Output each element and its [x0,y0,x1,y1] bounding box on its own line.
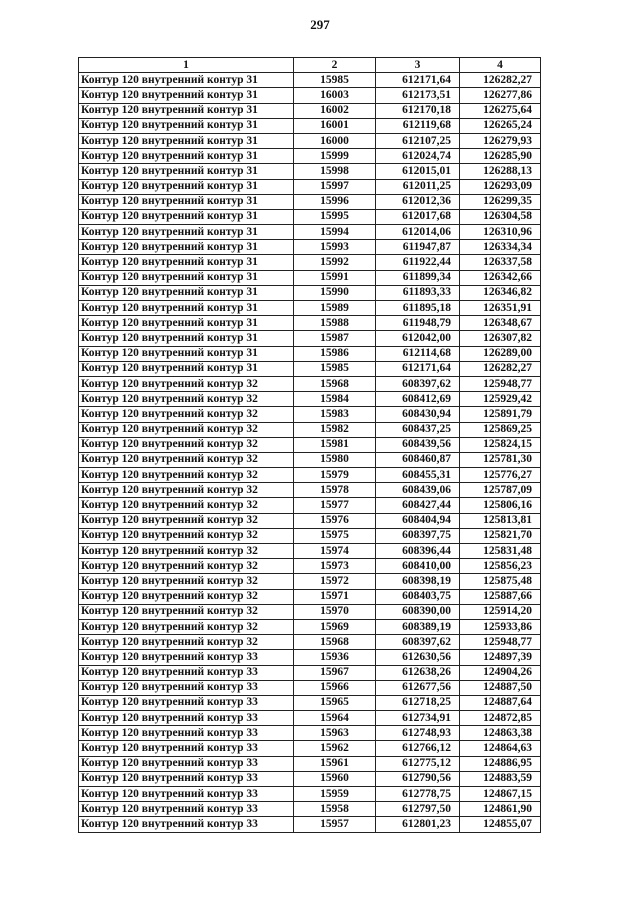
point-number-cell: 15981 [294,437,376,452]
contour-name-cell: Контур 120 внутренний контур 32 [79,589,294,604]
table-row [79,771,541,786]
contour-name-cell: Контур 120 внутренний контур 32 [79,498,294,513]
coordinate-x-cell: 612734,91 [376,711,460,726]
point-number-cell: 15971 [294,589,376,604]
table-row [79,346,541,361]
table-row [79,513,541,528]
coordinate-y-cell: 125948,77 [460,635,541,650]
point-number-cell: 16003 [294,88,376,103]
contour-name-cell: Контур 120 внутренний контур 31 [79,103,294,118]
point-number-cell: 15963 [294,726,376,741]
point-number-cell: 15982 [294,422,376,437]
contour-name-cell: Контур 120 внутренний контур 32 [79,483,294,498]
table-body [79,73,541,832]
coordinate-y-cell: 124887,50 [460,680,541,695]
contour-name-cell: Контур 120 внутренний контур 33 [79,741,294,756]
coordinate-y-cell: 126288,13 [460,164,541,179]
coordinate-x-cell: 612171,64 [376,73,460,88]
contour-name-cell: Контур 120 внутренний контур 33 [79,817,294,832]
point-number-cell: 15968 [294,635,376,650]
coordinate-x-cell: 612012,36 [376,194,460,209]
coordinate-y-cell: 125933,86 [460,619,541,634]
point-number-cell: 15991 [294,270,376,285]
column-header: 4 [460,58,541,73]
coordinate-y-cell: 126310,96 [460,225,541,240]
contour-name-cell: Контур 120 внутренний контур 32 [79,604,294,619]
table-row [79,711,541,726]
table-row [79,559,541,574]
coordinate-y-cell: 126342,66 [460,270,541,285]
contour-name-cell: Контур 120 внутренний контур 32 [79,513,294,528]
column-header: 1 [79,58,294,73]
table-row [79,498,541,513]
table-row [79,149,541,164]
point-number-cell: 15987 [294,331,376,346]
point-number-cell: 15967 [294,665,376,680]
coordinate-x-cell: 612790,56 [376,771,460,786]
coordinate-y-cell: 125781,30 [460,452,541,467]
coordinate-x-cell: 612014,06 [376,225,460,240]
coordinate-x-cell: 608410,00 [376,559,460,574]
point-number-cell: 15994 [294,225,376,240]
coordinate-x-cell: 608437,25 [376,422,460,437]
table-row [79,88,541,103]
contour-name-cell: Контур 120 внутренний контур 31 [79,133,294,148]
table-row [79,103,541,118]
coordinate-y-cell: 126279,93 [460,133,541,148]
contour-name-cell: Контур 120 внутренний контур 33 [79,771,294,786]
contour-name-cell: Контур 120 внутренний контур 33 [79,650,294,665]
point-number-cell: 16002 [294,103,376,118]
point-number-cell: 15969 [294,619,376,634]
coordinate-y-cell: 126289,00 [460,346,541,361]
point-number-cell: 15992 [294,255,376,270]
table-row [79,817,541,832]
coordinate-y-cell: 126346,82 [460,285,541,300]
contour-name-cell: Контур 120 внутренний контур 31 [79,285,294,300]
point-number-cell: 15983 [294,407,376,422]
table-row [79,255,541,270]
point-number-cell: 15997 [294,179,376,194]
coordinate-y-cell: 126293,09 [460,179,541,194]
coordinate-y-cell: 126299,35 [460,194,541,209]
table-row [79,528,541,543]
contour-name-cell: Контур 120 внутренний контур 31 [79,194,294,209]
contour-name-cell: Контур 120 внутренний контур 32 [79,468,294,483]
coordinate-x-cell: 608412,69 [376,392,460,407]
coordinate-y-cell: 125869,25 [460,422,541,437]
coordinate-x-cell: 612677,56 [376,680,460,695]
coordinate-x-cell: 612766,12 [376,741,460,756]
coordinate-y-cell: 126275,64 [460,103,541,118]
table-row [79,680,541,695]
point-number-cell: 15966 [294,680,376,695]
coordinate-x-cell: 608398,19 [376,574,460,589]
coordinate-x-cell: 612170,18 [376,103,460,118]
point-number-cell: 15984 [294,392,376,407]
coordinate-y-cell: 126265,24 [460,118,541,133]
point-number-cell: 15985 [294,73,376,88]
table-row [79,726,541,741]
contour-name-cell: Контур 120 внутренний контур 31 [79,179,294,194]
point-number-cell: 15974 [294,544,376,559]
page-number: 297 [310,17,330,32]
contour-name-cell: Контур 120 внутренний контур 33 [79,802,294,817]
point-number-cell: 15962 [294,741,376,756]
coordinate-y-cell: 126285,90 [460,149,541,164]
coordinate-x-cell: 611947,87 [376,240,460,255]
contour-name-cell: Контур 120 внутренний контур 31 [79,346,294,361]
point-number-cell: 15970 [294,604,376,619]
table-row [79,73,541,88]
table-row [79,376,541,391]
table-row [79,452,541,467]
table-row [79,316,541,331]
coordinate-x-cell: 608397,62 [376,376,460,391]
coordinate-y-cell: 126282,27 [460,73,541,88]
coordinate-x-cell: 608397,75 [376,528,460,543]
contour-name-cell: Контур 120 внутренний контур 32 [79,392,294,407]
coordinate-y-cell: 125948,77 [460,376,541,391]
contour-name-cell: Контур 120 внутренний контур 31 [79,118,294,133]
table-row [79,194,541,209]
coordinate-x-cell: 612775,12 [376,756,460,771]
point-number-cell: 15960 [294,771,376,786]
contour-name-cell: Контур 120 внутренний контур 32 [79,407,294,422]
table-row [79,802,541,817]
point-number-cell: 15959 [294,787,376,802]
contour-name-cell: Контур 120 внутренний контур 32 [79,619,294,634]
coordinate-y-cell: 125929,42 [460,392,541,407]
coordinate-x-cell: 611948,79 [376,316,460,331]
point-number-cell: 15976 [294,513,376,528]
point-number-cell: 15958 [294,802,376,817]
point-number-cell: 15980 [294,452,376,467]
coordinate-x-cell: 612119,68 [376,118,460,133]
coordinate-y-cell: 124867,15 [460,787,541,802]
contour-name-cell: Контур 120 внутренний контур 32 [79,528,294,543]
coordinate-x-cell: 612638,26 [376,665,460,680]
contour-name-cell: Контур 120 внутренний контур 32 [79,635,294,650]
coordinate-y-cell: 124864,63 [460,741,541,756]
coordinate-x-cell: 612011,25 [376,179,460,194]
coordinate-y-cell: 125875,48 [460,574,541,589]
coordinate-y-cell: 125887,66 [460,589,541,604]
coordinate-y-cell: 125856,23 [460,559,541,574]
point-number-cell: 15999 [294,149,376,164]
table-row [79,483,541,498]
coordinate-x-cell: 612107,25 [376,133,460,148]
coordinate-x-cell: 612801,23 [376,817,460,832]
table-row [79,407,541,422]
column-header: 3 [376,58,460,73]
table-row [79,270,541,285]
contour-name-cell: Контур 120 внутренний контур 32 [79,437,294,452]
table-row [79,164,541,179]
point-number-cell: 15996 [294,194,376,209]
contour-name-cell: Контур 120 внутренний контур 33 [79,695,294,710]
point-number-cell: 15986 [294,346,376,361]
coordinate-y-cell: 126304,58 [460,209,541,224]
point-number-cell: 15957 [294,817,376,832]
coordinate-y-cell: 124886,95 [460,756,541,771]
coordinate-y-cell: 125831,48 [460,544,541,559]
table-row [79,392,541,407]
contour-name-cell: Контур 120 внутренний контур 32 [79,544,294,559]
table-row [79,209,541,224]
table-row [79,695,541,710]
table-row [79,468,541,483]
coordinate-x-cell: 612748,93 [376,726,460,741]
point-number-cell: 15965 [294,695,376,710]
coordinates-table [78,57,541,833]
point-number-cell: 16001 [294,118,376,133]
contour-name-cell: Контур 120 внутренний контур 32 [79,559,294,574]
contour-name-cell: Контур 120 внутренний контур 31 [79,88,294,103]
table-row [79,650,541,665]
point-number-cell: 15975 [294,528,376,543]
coordinate-x-cell: 612173,51 [376,88,460,103]
coordinate-x-cell: 612630,56 [376,650,460,665]
table-row [79,118,541,133]
point-number-cell: 15998 [294,164,376,179]
coordinate-x-cell: 608455,31 [376,468,460,483]
coordinate-x-cell: 612718,25 [376,695,460,710]
table-row [79,225,541,240]
table-row [79,756,541,771]
coordinate-y-cell: 124904,26 [460,665,541,680]
table-row [79,361,541,376]
coordinate-y-cell: 125891,79 [460,407,541,422]
table-row [79,741,541,756]
point-number-cell: 15985 [294,361,376,376]
coordinate-x-cell: 612042,00 [376,331,460,346]
contour-name-cell: Контур 120 внутренний контур 33 [79,665,294,680]
coordinate-x-cell: 608430,94 [376,407,460,422]
coordinate-y-cell: 126307,82 [460,331,541,346]
coordinate-x-cell: 608390,00 [376,604,460,619]
point-number-cell: 15995 [294,209,376,224]
point-number-cell: 15972 [294,574,376,589]
contour-name-cell: Контур 120 внутренний контур 32 [79,574,294,589]
coordinate-x-cell: 608403,75 [376,589,460,604]
point-number-cell: 15977 [294,498,376,513]
contour-name-cell: Контур 120 внутренний контур 33 [79,711,294,726]
table-row [79,422,541,437]
coordinate-y-cell: 126282,27 [460,361,541,376]
point-number-cell: 15993 [294,240,376,255]
coordinate-x-cell: 611899,34 [376,270,460,285]
contour-name-cell: Контур 120 внутренний контур 31 [79,164,294,179]
coordinate-x-cell: 611922,44 [376,255,460,270]
coordinate-y-cell: 125824,15 [460,437,541,452]
coordinate-x-cell: 608427,44 [376,498,460,513]
contour-name-cell: Контур 120 внутренний контур 33 [79,726,294,741]
point-number-cell: 15990 [294,285,376,300]
table-row [79,619,541,634]
point-number-cell: 15964 [294,711,376,726]
point-number-cell: 15979 [294,468,376,483]
table-row [79,285,541,300]
table-row [79,133,541,148]
table-header-row [79,58,541,73]
coordinate-x-cell: 611895,18 [376,301,460,316]
coordinate-x-cell: 608439,06 [376,483,460,498]
contour-name-cell: Контур 120 внутренний контур 31 [79,331,294,346]
table-row [79,179,541,194]
contour-name-cell: Контур 120 внутренний контур 31 [79,255,294,270]
coordinate-y-cell: 125821,70 [460,528,541,543]
contour-name-cell: Контур 120 внутренний контур 31 [79,301,294,316]
coordinate-x-cell: 608404,94 [376,513,460,528]
table-row [79,240,541,255]
contour-name-cell: Контур 120 внутренний контур 31 [79,316,294,331]
coordinate-x-cell: 608439,56 [376,437,460,452]
coordinate-y-cell: 125806,16 [460,498,541,513]
point-number-cell: 15936 [294,650,376,665]
coordinate-y-cell: 124855,07 [460,817,541,832]
contour-name-cell: Контур 120 внутренний контур 31 [79,209,294,224]
coordinate-y-cell: 124887,64 [460,695,541,710]
coordinate-x-cell: 608396,44 [376,544,460,559]
point-number-cell: 15968 [294,376,376,391]
coordinate-x-cell: 612114,68 [376,346,460,361]
coordinate-x-cell: 612017,68 [376,209,460,224]
contour-name-cell: Контур 120 внутренний контур 32 [79,452,294,467]
coordinate-x-cell: 608397,62 [376,635,460,650]
contour-name-cell: Контур 120 внутренний контур 31 [79,73,294,88]
point-number-cell: 15988 [294,316,376,331]
contour-name-cell: Контур 120 внутренний контур 31 [79,240,294,255]
coordinate-y-cell: 126351,91 [460,301,541,316]
coordinate-x-cell: 612024,74 [376,149,460,164]
coordinate-y-cell: 125813,81 [460,513,541,528]
table-row [79,589,541,604]
table-row [79,604,541,619]
table-row [79,635,541,650]
coordinate-y-cell: 126334,34 [460,240,541,255]
table-row [79,331,541,346]
point-number-cell: 15989 [294,301,376,316]
contour-name-cell: Контур 120 внутренний контур 33 [79,787,294,802]
coordinate-y-cell: 126348,67 [460,316,541,331]
coordinate-x-cell: 612778,75 [376,787,460,802]
coordinate-x-cell: 608389,19 [376,619,460,634]
coordinate-y-cell: 126277,86 [460,88,541,103]
coordinate-y-cell: 124872,85 [460,711,541,726]
table-row [79,574,541,589]
coordinate-y-cell: 124897,39 [460,650,541,665]
contour-name-cell: Контур 120 внутренний контур 32 [79,422,294,437]
table-row [79,544,541,559]
contour-name-cell: Контур 120 внутренний контур 31 [79,270,294,285]
table-row [79,437,541,452]
table-row [79,665,541,680]
coordinate-y-cell: 124863,38 [460,726,541,741]
coordinate-x-cell: 612171,64 [376,361,460,376]
contour-name-cell: Контур 120 внутренний контур 31 [79,361,294,376]
contour-name-cell: Контур 120 внутренний контур 31 [79,149,294,164]
coordinate-y-cell: 124861,90 [460,802,541,817]
coordinate-x-cell: 611893,33 [376,285,460,300]
table-row [79,787,541,802]
point-number-cell: 16000 [294,133,376,148]
coordinate-y-cell: 125787,09 [460,483,541,498]
point-number-cell: 15961 [294,756,376,771]
table-row [79,301,541,316]
coordinate-y-cell: 124883,59 [460,771,541,786]
coordinate-y-cell: 125914,20 [460,604,541,619]
coordinate-y-cell: 126337,58 [460,255,541,270]
point-number-cell: 15978 [294,483,376,498]
contour-name-cell: Контур 120 внутренний контур 31 [79,225,294,240]
coordinate-y-cell: 125776,27 [460,468,541,483]
coordinate-x-cell: 612015,01 [376,164,460,179]
coordinate-x-cell: 612797,50 [376,802,460,817]
coordinate-x-cell: 608460,87 [376,452,460,467]
contour-name-cell: Контур 120 внутренний контур 33 [79,680,294,695]
contour-name-cell: Контур 120 внутренний контур 32 [79,376,294,391]
contour-name-cell: Контур 120 внутренний контур 33 [79,756,294,771]
column-header: 2 [294,58,376,73]
point-number-cell: 15973 [294,559,376,574]
